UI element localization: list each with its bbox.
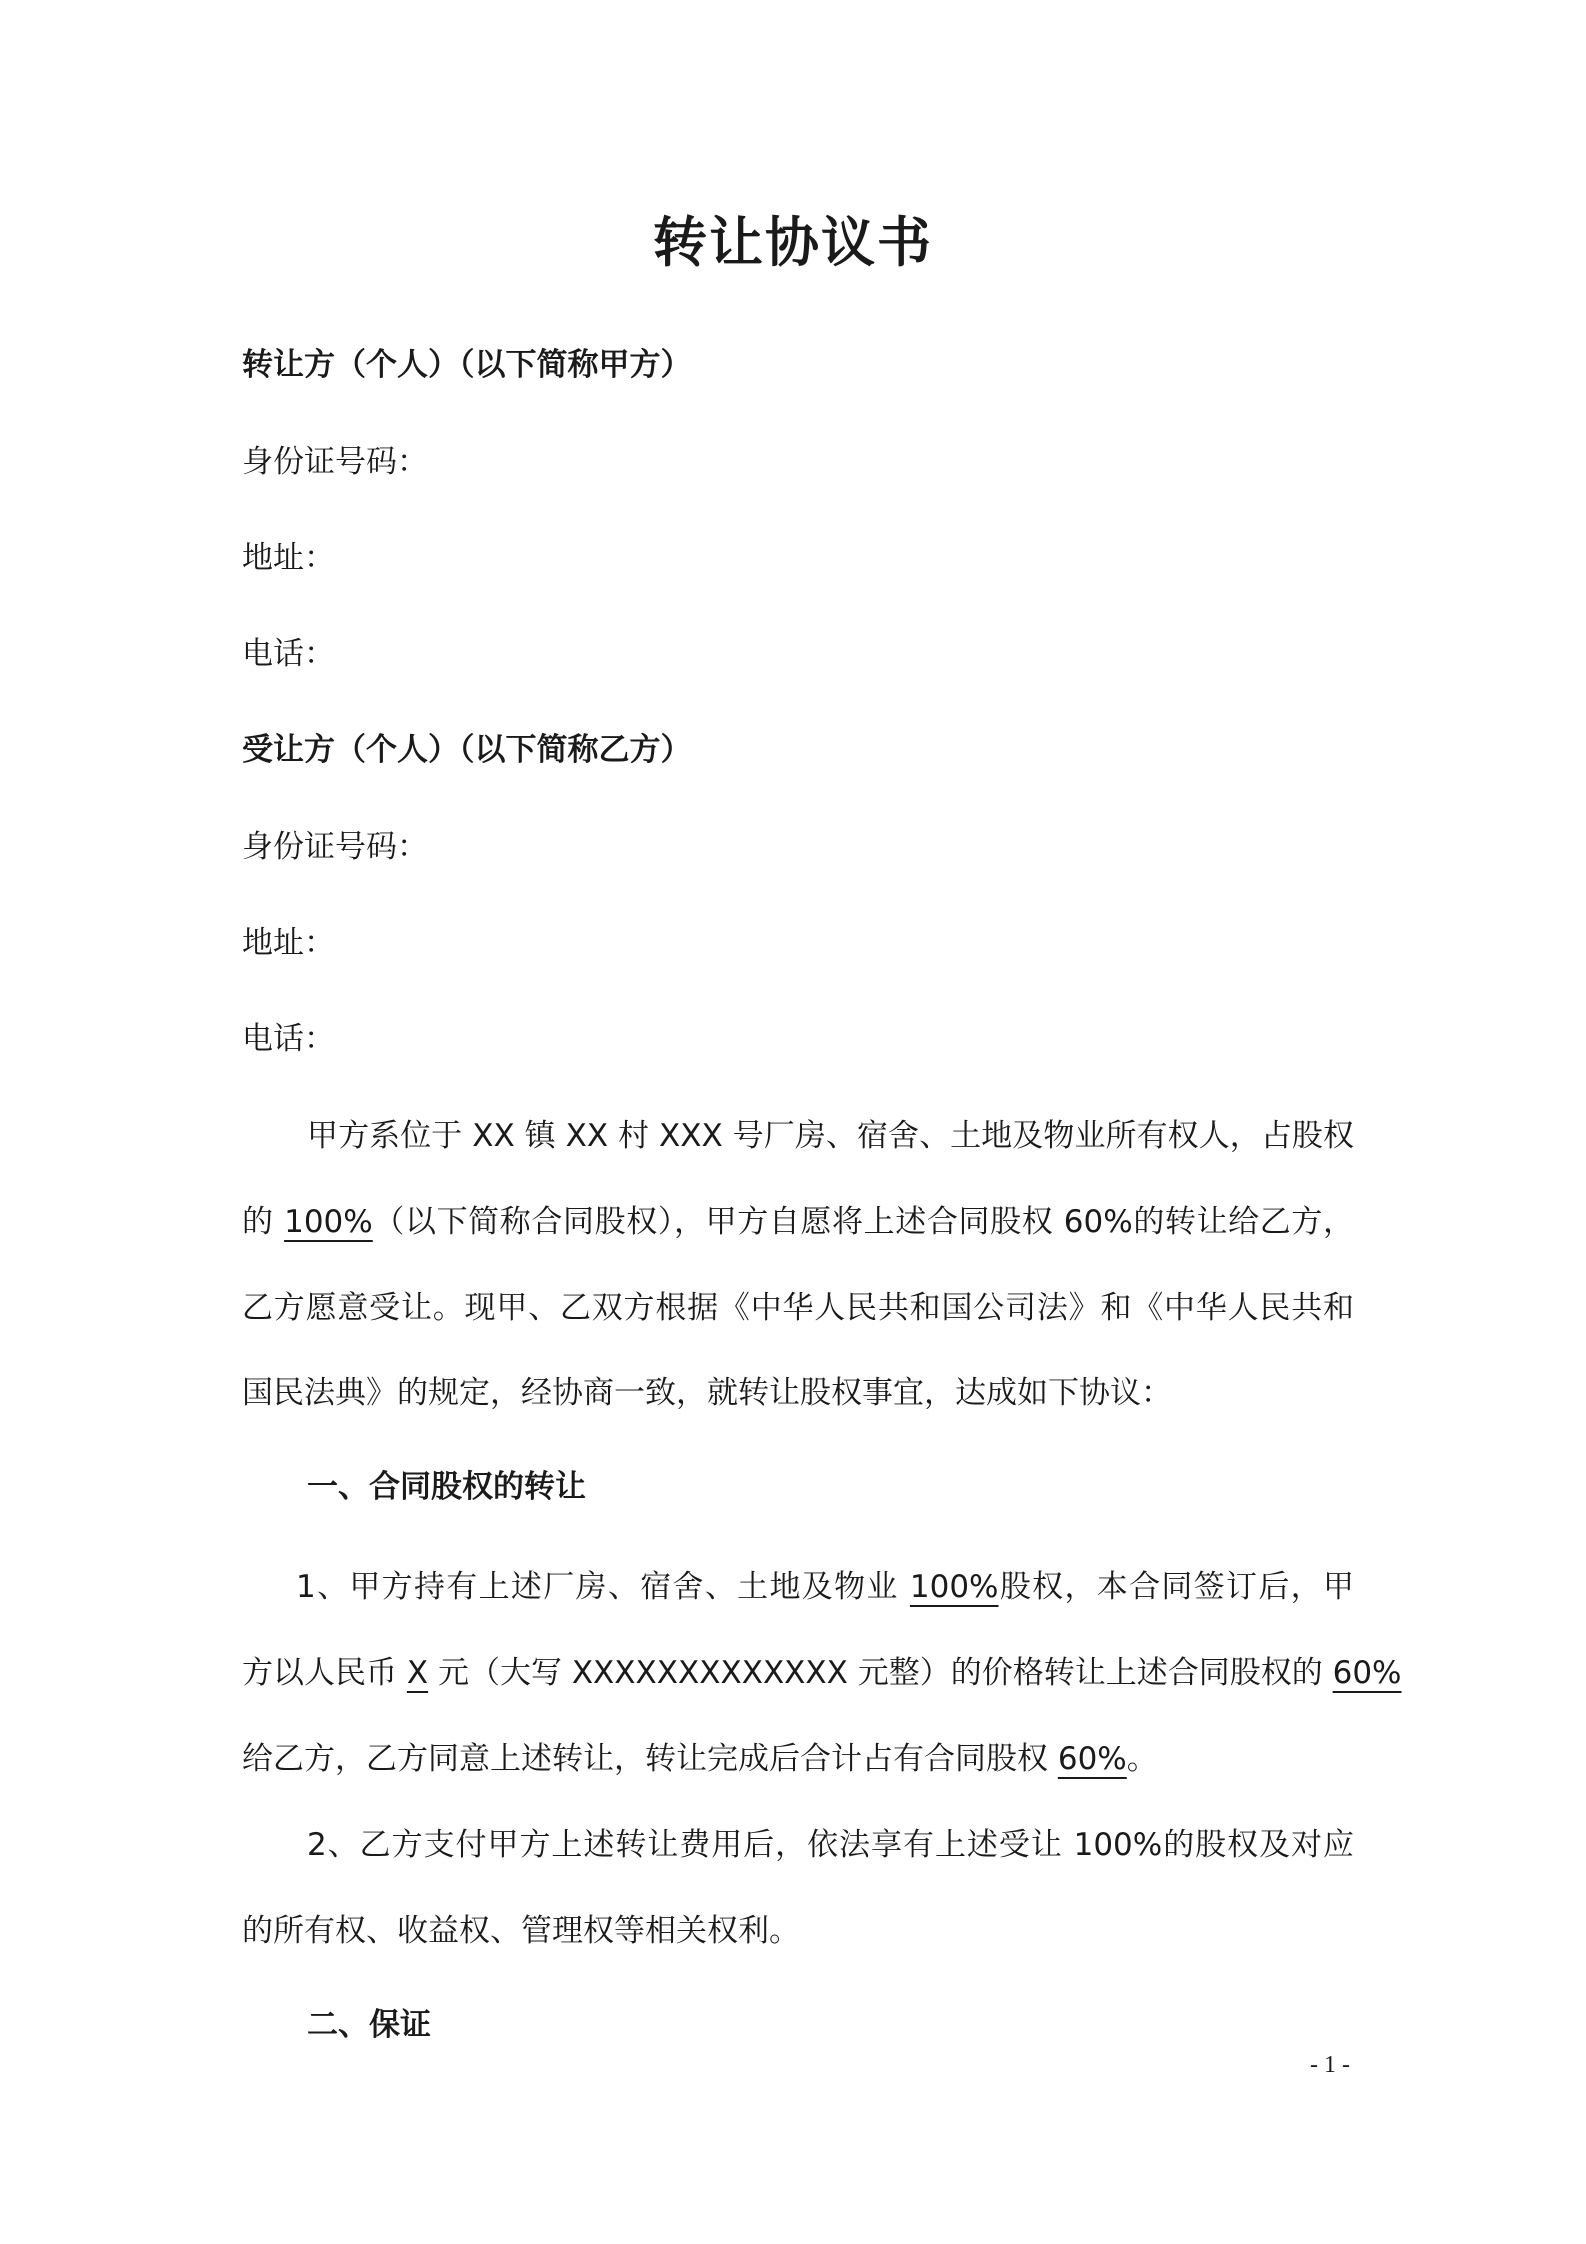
section-1-heading: 一、合同股权的转让	[307, 1469, 586, 1505]
party-a-heading: 转让方（个人）（以下简称甲方）	[242, 347, 692, 383]
party-b-id-label: 身份证号码：	[242, 829, 428, 865]
preamble-line-1: 甲方系位于 XX 镇 XX 村 XXX 号厂房、宿舍、土地及物业所有权人，占股权	[307, 1118, 1354, 1154]
clause-2-line-1: 2、乙方支付甲方上述转让费用后，依法享有上述受让 100%的股权及对应	[307, 1827, 1354, 1863]
clause-1-line-3: 给乙方，乙方同意上述转让，转让完成后合计占有合同股权 60%。	[242, 1741, 1158, 1777]
preamble-line-3: 乙方愿意受让。现甲、乙双方根据《中华人民共和国公司法》和《中华人民共和	[242, 1290, 1354, 1326]
underlined-share-value: 60%	[1057, 1741, 1127, 1777]
party-b-heading: 受让方（个人）（以下简称乙方）	[242, 732, 692, 768]
preamble-line-4: 国民法典》的规定，经协商一致，就转让股权事宜，达成如下协议：	[242, 1375, 1172, 1411]
underlined-share-value: 60%	[1332, 1655, 1402, 1691]
clause-2-line-2: 的所有权、收益权、管理权等相关权利。	[242, 1913, 800, 1949]
page-number: - 1 -	[1310, 2052, 1350, 2078]
underlined-share-value: 100%	[284, 1204, 373, 1240]
underlined-share-value: 100%	[909, 1569, 999, 1605]
party-a-phone-label: 电话：	[242, 636, 335, 672]
clause-1-line-1: 1、甲方持有上述厂房、宿舍、土地及物业 100%股权，本合同签订后，甲	[296, 1569, 1355, 1605]
party-b-phone-label: 电话：	[242, 1021, 335, 1057]
party-b-address-label: 地址：	[242, 925, 335, 961]
clause-1-line-2: 方以人民币 X 元（大写 XXXXXXXXXXXXX 元整）的价格转让上述合同股权的 60%	[242, 1655, 1402, 1691]
underlined-price-value: X	[406, 1655, 429, 1691]
preamble-line-2: 的 100%（以下简称合同股权），甲方自愿将上述合同股权 60%的转让给乙方，	[242, 1204, 1354, 1240]
section-2-heading: 二、保证	[307, 2007, 431, 2043]
party-a-address-label: 地址：	[242, 540, 335, 576]
party-a-id-label: 身份证号码：	[242, 444, 428, 480]
document-title: 转让协议书	[653, 211, 933, 274]
